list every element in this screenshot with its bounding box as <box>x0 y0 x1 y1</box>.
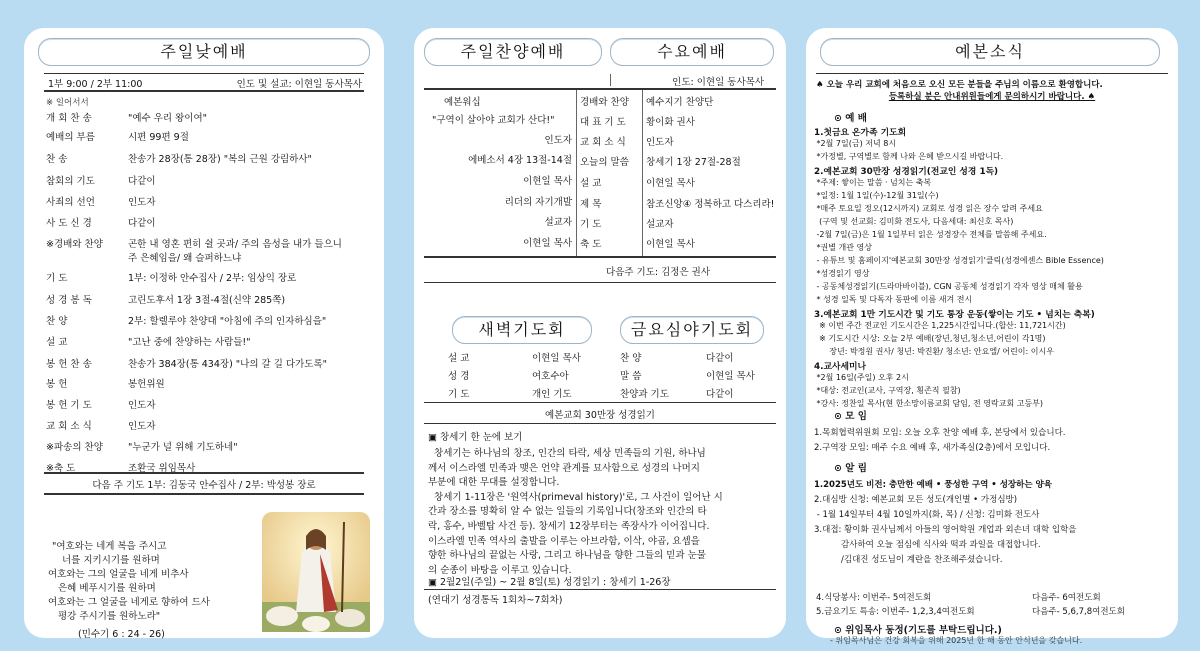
order-label: 찬 송 <box>46 154 68 165</box>
section-worship: ⊙ 예 배 <box>834 113 867 124</box>
dawn-value: 개인 기도 <box>532 389 572 400</box>
meal-service: 4.식당봉사: 이번주- 5여전도회 <box>816 593 932 603</box>
worship-news-line: *매주 토요일 정오(12시까지) 교회로 성경 읽은 장수 알려 주세요 <box>814 204 1043 213</box>
reading-line: 이스라엘 민족 역사의 출발을 이루는 아브라함, 이삭, 야곱, 요셉을 <box>428 535 700 547</box>
wednesday-order-value: 인도자 <box>646 137 674 148</box>
worship-news-line: 1.첫금요 온가족 기도회 <box>814 128 907 138</box>
gathering-line: 2.구역장 모임: 매주 수요 예배 후, 새가족실(2층)에서 모입니다. <box>814 443 1051 453</box>
blessing-line: 여호와는 그의 얼굴을 네게 비추사 <box>48 569 189 580</box>
evening-worship-panel <box>414 28 786 638</box>
notice-line: /김대진 성도님이 계란을 찬조해주셨습니다. <box>814 555 1003 565</box>
wednesday-leader: 인도: 이현일 동사목사 <box>672 77 764 88</box>
order-label: 찬 양 <box>46 316 68 327</box>
sunday-order-item: 이현일 목사 <box>523 238 572 249</box>
order-label: 설 교 <box>46 337 68 348</box>
order-value: 시편 99편 9절 <box>128 132 189 143</box>
notice-line: 2.대심방 신청: 예본교회 모든 성도(개인별 • 가정심방) <box>814 495 1018 505</box>
notice-line: 1.2025년도 비전: 충만한 예배 • 풍성한 구역 • 성장하는 양육 <box>814 480 1052 490</box>
reading-line: 창세기는 하나님의 창조, 인간의 타락, 세상 민족들의 기원, 하나님 <box>428 448 706 459</box>
reading-line: 께서 이스라엘 민족과 맺은 언약 관계를 묘사함으로 성경의 나머지 <box>428 462 700 474</box>
worship-news-line: *2월 7일(금) 저녁 8시 <box>814 139 897 148</box>
worship-news-line: *가정별, 구역별로 함께 나와 은혜 받으시길 바랍니다. <box>814 152 1004 161</box>
order-label: ※축 도 <box>46 463 76 474</box>
dawn-label: 기 도 <box>448 389 470 400</box>
section-pastor: ⊙ 위임목사 동정(기도를 부탁드립니다.) <box>834 625 1002 636</box>
worship-news-line: *권별 개관 영상 <box>814 243 872 252</box>
section-notices: ⊙ 알 림 <box>834 463 867 474</box>
order-label: 개 회 찬 송 <box>46 113 92 124</box>
worship-news-line: 4.교사세미나 <box>814 362 866 372</box>
order-value: "고난 중에 찬양하는 사람들!" <box>128 337 251 348</box>
wednesday-order-value: 황이화 권사 <box>646 117 695 128</box>
wednesday-worship-title: 수요예배 <box>610 38 774 66</box>
reading-plan-sub: (연대기 성경통독 1회차~7회차) <box>428 595 563 606</box>
worship-news-line: 장년: 박정원 권사/ 청년: 박진환/ 청소년: 안요엘/ 어린이: 이시우 <box>814 347 1054 356</box>
wednesday-order-label: 오늘의 말씀 <box>580 157 629 168</box>
friday-special-song-next: 다음주- 5,6,7,8여전도회 <box>1032 607 1125 617</box>
worship-news-line: (구역 및 선교회: 김미화 전도사, 다음세대: 최신호 목사) <box>814 217 1014 226</box>
section-gatherings: ⊙ 모 임 <box>834 411 867 422</box>
order-label: 기 도 <box>46 273 68 284</box>
sunday-order-item: 설교자 <box>544 217 572 228</box>
worship-news-line: * 성경 일독 및 다독자 동판에 이름 새겨 전시 <box>814 295 973 304</box>
wednesday-order-label: 기 도 <box>580 219 602 230</box>
worship-news-line: ※ 이번 주간 전교인 기도시간은 1,225시간입니다.(합산: 11,721시간) <box>814 321 1066 330</box>
order-value: 2부: 할렐루야 찬양대 "아침에 주의 인자하심을" <box>128 316 327 327</box>
order-value: 조환국 위임목사 <box>128 463 196 474</box>
friday-value: 다같이 <box>706 389 734 400</box>
reading-line: 락, 홍수, 바벨탑 사건 등). 창세기 12장부터는 족장사가 이어집니다. <box>428 521 710 532</box>
friday-value: 다같이 <box>706 353 734 364</box>
sunday-order-item: 예본워십 <box>444 97 481 108</box>
worship-news-line: *2월 16일(주일) 오후 2시 <box>814 373 909 382</box>
friday-label: 찬양과 기도 <box>620 389 669 400</box>
sunday-order-item: 리더의 자기개발 <box>504 197 572 208</box>
blessing-line: "여호와는 네게 복을 주시고 <box>52 541 167 552</box>
order-value: 인도자 <box>128 197 156 208</box>
wednesday-order-value: 예수지기 찬양단 <box>646 97 714 108</box>
reading-line: 향한 하나님의 끝없는 사랑, 그리고 하나님을 향한 그들의 믿과 눈물 <box>428 550 706 562</box>
service-leader: 인도 및 설교: 이현일 동사목사 <box>236 79 362 90</box>
church-news-title: 예본소식 <box>820 38 1160 66</box>
order-label: 교 회 소 식 <box>46 421 92 432</box>
gathering-line: 1.목회협력위원회 모임: 오늘 오후 찬양 예배 후, 본당에서 있습니다. <box>814 428 1066 438</box>
worship-news-line: *대상: 전교인(교사, 구역장, 횡존직 필참) <box>814 386 961 395</box>
order-label: 봉 헌 <box>46 379 68 390</box>
worship-news-line: 3.예본교회 1만 기도시간 및 기도 통장 운동(쌓이는 기도 • 넘치는 축복) <box>814 310 1095 320</box>
order-value: 주 은혜임을/ 왜 슬퍼하느냐 <box>128 253 242 264</box>
wednesday-next-prayer: 다음주 기도: 김정은 권사 <box>606 267 711 278</box>
order-label: 사죄의 선언 <box>46 197 95 208</box>
next-week-prayer: 다음 주 기도 1부: 김동국 안수집사 / 2부: 박성봉 장로 <box>92 480 316 491</box>
dawn-prayer-title: 새벽기도회 <box>452 316 592 344</box>
order-label: 사 도 신 경 <box>46 218 92 229</box>
worship-news-line: *주제: 쌓이는 말씀 · 넘치는 축복 <box>814 178 932 187</box>
worship-news-line: -2월 7일(금)은 1월 1일부터 읽은 성경장수 전체를 말씀해 주세요. <box>814 230 1047 239</box>
order-label: 성 경 봉 독 <box>46 295 92 306</box>
wednesday-order-value: 창세기 1장 27절-28절 <box>646 157 741 168</box>
order-value: 1부: 이정하 안수집사 / 2부: 임상익 장로 <box>128 273 297 284</box>
order-label: ※경배와 찬양 <box>46 239 103 250</box>
order-label: ※파송의 찬양 <box>46 442 103 453</box>
sunday-praise-title: 주일찬양예배 <box>424 38 602 66</box>
sunday-order-item: "구역이 살아야 교회가 산다!" <box>432 115 555 126</box>
dawn-value: 이현일 목사 <box>532 353 581 364</box>
meal-service-next: 다음주- 6여전도회 <box>1032 593 1101 603</box>
sunday-worship-panel <box>24 28 384 638</box>
wednesday-order-label: 경배와 찬양 <box>580 97 629 108</box>
reading-line: 창세기 1-11장은 '원역사(primeval history)'로, 그 사건이 일어난 시 <box>428 491 723 503</box>
dawn-value: 여호수아 <box>532 371 569 382</box>
worship-news-line: 2.예본교회 30만장 성경읽기(전교인 성경 1독) <box>814 167 999 177</box>
wednesday-order-value: 참조신앙④ 정복하고 다스리라! <box>646 199 775 210</box>
notice-line: 3.대접: 황이화 권사님께서 아들의 영어학원 개업과 외손녀 대학 입학을 <box>814 525 1077 535</box>
wednesday-order-value: 이현일 목사 <box>646 178 695 189</box>
order-value: 고린도후서 1장 3절-4절(신약 285쪽) <box>128 295 286 306</box>
welcome-line: ♠ 오늘 우리 교회에 처음으로 오신 모든 분들을 주님의 이름으로 환영합니다. <box>816 80 1103 90</box>
order-value: 봉헌위원 <box>128 379 165 390</box>
order-value: "예수 우리 왕이여" <box>128 113 208 124</box>
wednesday-order-value: 이현일 목사 <box>646 239 695 250</box>
order-value: 다같이 <box>128 176 156 187</box>
order-label: 봉 헌 기 도 <box>46 400 92 411</box>
blessing-line: 평강 주시기를 원하노라" <box>58 611 161 622</box>
reading-line: 부분에 대한 무대를 설정합니다. <box>428 477 560 489</box>
wednesday-order-label: 제 목 <box>580 199 602 210</box>
sunday-worship-title: 주일낮예배 <box>38 38 370 66</box>
order-label: 참회의 기도 <box>46 176 95 187</box>
wednesday-order-value: 설교자 <box>646 219 674 230</box>
shepherd-jesus-image <box>262 512 370 632</box>
order-value: 찬송가 384장(통 434장) "나의 갈 길 다가도록" <box>128 359 328 370</box>
friday-special-song: 5.금요기도 특송: 이번주- 1,2,3,4여전도회 <box>816 607 975 617</box>
wednesday-order-label: 대 표 기 도 <box>580 117 626 128</box>
order-value: 다같이 <box>128 218 156 229</box>
order-label: 봉 헌 찬 송 <box>46 359 92 370</box>
sunday-order-item: 이현일 목사 <box>523 176 572 187</box>
order-label: 예배의 부름 <box>46 132 95 143</box>
notice-line: - 1월 14일부터 4월 10일까지(화, 목) / 신청: 김미화 전도사 <box>814 510 1040 520</box>
friday-prayer-title: 금요심야기도회 <box>620 316 764 344</box>
blessing-line: 은혜 베푸시기를 원하며 <box>58 583 156 594</box>
notice-line: 감사하여 오늘 점심에 식사와 떡과 과일을 대접합니다. <box>814 540 1041 550</box>
dawn-label: 설 교 <box>448 353 470 364</box>
order-value: 찬송가 28장(통 28장) "복의 근원 강림하사" <box>128 154 312 165</box>
blessing-line: 여호와는 그 얼굴을 네게로 향하여 드사 <box>48 597 210 608</box>
reading-head: ▣ 창세기 한 눈에 보기 <box>428 432 523 443</box>
order-value: 곤한 내 영혼 편히 쉴 곳과/ 주의 음성을 내가 들으니 <box>128 239 342 250</box>
worship-news-line: *강사: 정찬일 목사(현 한소망이름교회 담임, 전 영락교회 고등부) <box>814 399 1044 408</box>
order-value: 인도자 <box>128 400 156 411</box>
dawn-label: 성 경 <box>448 371 470 382</box>
reading-plan: ▣ 2월2일(주일) ~ 2월 8일(토) 성경읽기 : 창세기 1-26장 <box>428 577 671 588</box>
worship-news-line: ※ 기도시간 시상: 오늘 2부 예배(장년,청년,청소년,어린이 각1명) <box>814 334 1046 343</box>
wednesday-order-label: 설 교 <box>580 178 602 189</box>
reading-line: 의 순종이 바탕을 이루고 있습니다. <box>428 564 572 576</box>
worship-news-line: - 유튜브 및 홈페이지'예본교회 30만장 성경읽기'클릭(성경에센스 Bible Essence) <box>814 256 1104 265</box>
reading-line: 간과 장소를 명확히 알 수 없는 일들의 기록입니다(창조와 인간의 타 <box>428 506 707 518</box>
wednesday-order-label: 교 회 소 식 <box>580 137 626 148</box>
order-value: 인도자 <box>128 421 156 432</box>
worship-news-line: *성경읽기 영상 <box>814 269 870 278</box>
friday-value: 이현일 목사 <box>706 371 755 382</box>
standing-note: ※ 일어서서 <box>46 98 89 108</box>
sunday-order-item: 인도자 <box>544 135 572 146</box>
pastor-sabbatical: - 위임목사님은 건강 회복을 위해 2025년 한 해 동안 안식년을 갖습니다. <box>830 636 1083 645</box>
service-times: 1부 9:00 / 2부 11:00 <box>48 79 143 90</box>
worship-news-line: *일정: 1월 1일(수)-12월 31일(수) <box>814 191 939 200</box>
wednesday-order-label: 축 도 <box>580 239 602 250</box>
registration-line: 등록하실 분은 안내위원들에게 문의하시기 바랍니다. ♠ <box>888 92 1096 102</box>
friday-label: 말 씀 <box>620 371 642 382</box>
reading-title: 예본교회 30만장 성경읽기 <box>545 410 655 421</box>
church-news-panel <box>806 28 1178 645</box>
worship-news-line: - 공동체성경읽기(드라마바이블), CGN 공동체 성경읽기 각자 영상 매체 활용 <box>814 282 1083 291</box>
friday-label: 찬 양 <box>620 353 642 364</box>
blessing-line: (민수기 6 : 24 - 26) <box>78 629 165 640</box>
blessing-line: 너를 지키시기를 원하며 <box>62 555 160 566</box>
sunday-order-item: 에베소서 4장 13절-14절 <box>468 155 572 166</box>
order-value: "누군가 널 위해 기도하네" <box>128 442 238 453</box>
